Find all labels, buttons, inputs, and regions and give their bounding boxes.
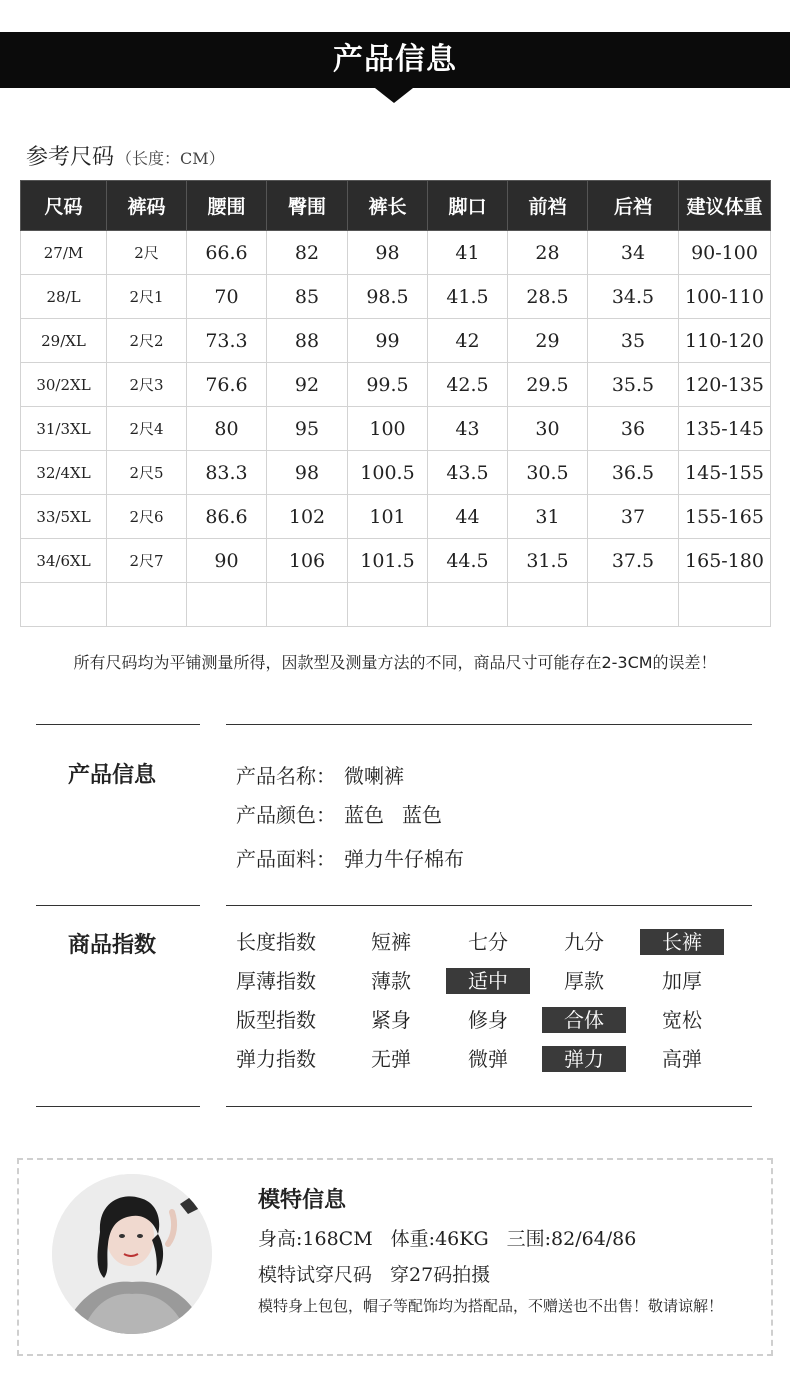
banner-title: 产品信息 bbox=[333, 42, 457, 77]
table-cell: 36.5 bbox=[588, 451, 679, 495]
table-cell: 31.5 bbox=[508, 539, 588, 583]
table-cell: 106 bbox=[267, 539, 348, 583]
index-option: 加厚 bbox=[662, 969, 702, 993]
product-color-value: 蓝色 bbox=[344, 803, 384, 827]
table-cell: 32/4XL bbox=[21, 451, 107, 495]
product-color-key: 产品颜色： bbox=[236, 803, 336, 827]
table-cell: 37 bbox=[588, 495, 679, 539]
index-option: 短裤 bbox=[371, 930, 411, 954]
table-cell: 2尺1 bbox=[107, 275, 187, 319]
table-cell-empty bbox=[267, 583, 348, 627]
index-option: 宽松 bbox=[662, 1008, 702, 1032]
product-fabric-value: 弹力牛仔棉布 bbox=[344, 847, 464, 871]
table-cell: 73.3 bbox=[187, 319, 267, 363]
table-cell: 165-180 bbox=[679, 539, 771, 583]
index-row-label: 弹力指数 bbox=[236, 1047, 316, 1071]
measurement-note: 所有尺码均为平铺测量所得，因款型及测量方法的不同，商品尺寸可能存在2-3CM的误差！ bbox=[73, 653, 717, 672]
index-option-selected: 适中 bbox=[446, 968, 530, 994]
index-option-selected: 长裤 bbox=[640, 929, 724, 955]
table-cell: 2尺 bbox=[107, 231, 187, 275]
divider bbox=[226, 1106, 752, 1107]
table-cell: 2尺5 bbox=[107, 451, 187, 495]
table-row-empty bbox=[21, 583, 771, 627]
table-cell: 34.5 bbox=[588, 275, 679, 319]
table-cell: 101.5 bbox=[348, 539, 428, 583]
size-table bbox=[20, 180, 771, 627]
size-table-header-cell: 后裆 bbox=[588, 181, 679, 231]
model-size-key: 模特试穿尺码 bbox=[258, 1264, 373, 1286]
index-row-label: 版型指数 bbox=[236, 1008, 316, 1032]
index-row bbox=[0, 929, 790, 955]
model-height: 身高:168CM bbox=[258, 1228, 373, 1250]
table-cell: 110-120 bbox=[679, 319, 771, 363]
table-cell: 44.5 bbox=[428, 539, 508, 583]
size-table-header-cell: 裤长 bbox=[348, 181, 428, 231]
divider bbox=[36, 905, 200, 906]
index-option: 九分 bbox=[564, 930, 604, 954]
table-row bbox=[21, 407, 771, 451]
table-cell: 66.6 bbox=[187, 231, 267, 275]
table-cell: 29 bbox=[508, 319, 588, 363]
index-option: 薄款 bbox=[371, 969, 411, 993]
table-row bbox=[21, 363, 771, 407]
table-cell: 85 bbox=[267, 275, 348, 319]
table-cell: 2尺4 bbox=[107, 407, 187, 451]
size-table-header-cell: 脚口 bbox=[428, 181, 508, 231]
model-size-value: 穿27码拍摄 bbox=[390, 1264, 491, 1286]
table-cell: 2尺6 bbox=[107, 495, 187, 539]
index-option-selected: 弹力 bbox=[542, 1046, 626, 1072]
table-cell: 2尺3 bbox=[107, 363, 187, 407]
table-cell-empty bbox=[187, 583, 267, 627]
table-row bbox=[21, 451, 771, 495]
product-color-value-2: 蓝色 bbox=[402, 803, 442, 827]
index-option-selected: 合体 bbox=[542, 1007, 626, 1033]
index-row-label: 厚薄指数 bbox=[236, 969, 316, 993]
table-cell: 100-110 bbox=[679, 275, 771, 319]
table-cell: 31 bbox=[508, 495, 588, 539]
table-cell: 99.5 bbox=[348, 363, 428, 407]
table-row bbox=[21, 495, 771, 539]
table-row bbox=[21, 275, 771, 319]
product-fabric-key: 产品面料： bbox=[236, 847, 336, 871]
table-cell: 102 bbox=[267, 495, 348, 539]
table-cell: 30/2XL bbox=[21, 363, 107, 407]
banner-arrow bbox=[375, 88, 413, 103]
size-table-header-cell: 臀围 bbox=[267, 181, 348, 231]
table-cell-empty bbox=[21, 583, 107, 627]
table-cell: 41.5 bbox=[428, 275, 508, 319]
table-cell: 101 bbox=[348, 495, 428, 539]
table-cell: 44 bbox=[428, 495, 508, 539]
table-row bbox=[21, 231, 771, 275]
table-cell: 30 bbox=[508, 407, 588, 451]
index-option: 修身 bbox=[468, 1008, 508, 1032]
index-option: 无弹 bbox=[371, 1047, 411, 1071]
table-cell: 34 bbox=[588, 231, 679, 275]
divider bbox=[226, 724, 752, 725]
index-option: 微弹 bbox=[468, 1047, 508, 1071]
index-option: 厚款 bbox=[564, 969, 604, 993]
model-info-title: 模特信息 bbox=[258, 1187, 347, 1213]
product-name-value: 微喇裤 bbox=[344, 764, 404, 788]
table-cell-empty bbox=[107, 583, 187, 627]
size-table-header-cell: 建议体重 bbox=[679, 181, 771, 231]
table-cell: 98 bbox=[267, 451, 348, 495]
table-row bbox=[21, 539, 771, 583]
model-measurements: 三围:82/64/86 bbox=[506, 1228, 637, 1250]
size-section-title bbox=[26, 140, 225, 171]
index-row bbox=[0, 968, 790, 994]
table-cell: 100 bbox=[348, 407, 428, 451]
divider bbox=[36, 724, 200, 725]
model-photo-icon bbox=[52, 1174, 212, 1334]
table-cell: 135-145 bbox=[679, 407, 771, 451]
table-cell: 120-135 bbox=[679, 363, 771, 407]
model-weight: 体重:46KG bbox=[390, 1228, 489, 1250]
table-cell: 2尺2 bbox=[107, 319, 187, 363]
table-cell: 76.6 bbox=[187, 363, 267, 407]
size-table-header bbox=[21, 181, 771, 231]
table-cell: 41 bbox=[428, 231, 508, 275]
table-cell: 42.5 bbox=[428, 363, 508, 407]
table-cell: 34/6XL bbox=[21, 539, 107, 583]
table-cell: 33/5XL bbox=[21, 495, 107, 539]
product-info-label: 产品信息 bbox=[68, 762, 157, 788]
table-cell: 2尺7 bbox=[107, 539, 187, 583]
table-cell: 28.5 bbox=[508, 275, 588, 319]
index-row bbox=[0, 1007, 790, 1033]
table-cell: 70 bbox=[187, 275, 267, 319]
size-title-unit: （长度：CM） bbox=[116, 149, 225, 168]
table-cell: 98 bbox=[348, 231, 428, 275]
table-cell: 36 bbox=[588, 407, 679, 451]
table-cell: 80 bbox=[187, 407, 267, 451]
table-cell: 100.5 bbox=[348, 451, 428, 495]
table-cell: 29.5 bbox=[508, 363, 588, 407]
table-cell: 43.5 bbox=[428, 451, 508, 495]
table-cell: 42 bbox=[428, 319, 508, 363]
table-row bbox=[21, 319, 771, 363]
table-cell: 35.5 bbox=[588, 363, 679, 407]
table-cell: 30.5 bbox=[508, 451, 588, 495]
table-cell: 43 bbox=[428, 407, 508, 451]
divider bbox=[226, 905, 752, 906]
table-cell-empty bbox=[588, 583, 679, 627]
table-cell: 83.3 bbox=[187, 451, 267, 495]
table-cell: 98.5 bbox=[348, 275, 428, 319]
table-cell-empty bbox=[428, 583, 508, 627]
model-size-row bbox=[258, 1260, 490, 1287]
index-option: 高弹 bbox=[662, 1047, 702, 1071]
table-cell: 28/L bbox=[21, 275, 107, 319]
table-cell: 90 bbox=[187, 539, 267, 583]
index-info-label: 商品指数 bbox=[68, 932, 157, 958]
size-table-header-cell: 前裆 bbox=[508, 181, 588, 231]
product-name-key: 产品名称： bbox=[236, 764, 336, 788]
product-color-row bbox=[236, 799, 442, 828]
table-cell: 92 bbox=[267, 363, 348, 407]
table-cell: 155-165 bbox=[679, 495, 771, 539]
table-cell-empty bbox=[348, 583, 428, 627]
table-cell-empty bbox=[508, 583, 588, 627]
index-row bbox=[0, 1046, 790, 1072]
model-avatar bbox=[52, 1174, 212, 1334]
product-fabric-row bbox=[236, 843, 464, 872]
model-note: 模特身上包包，帽子等配饰均为搭配品，不赠送也不出售！敬请谅解！ bbox=[258, 1297, 724, 1315]
index-row-label: 长度指数 bbox=[236, 930, 316, 954]
table-cell: 90-100 bbox=[679, 231, 771, 275]
index-option: 紧身 bbox=[371, 1008, 411, 1032]
divider bbox=[36, 1106, 200, 1107]
table-cell: 86.6 bbox=[187, 495, 267, 539]
index-option: 七分 bbox=[468, 930, 508, 954]
table-cell: 145-155 bbox=[679, 451, 771, 495]
table-cell: 99 bbox=[348, 319, 428, 363]
table-cell: 95 bbox=[267, 407, 348, 451]
size-table-header-cell: 尺码 bbox=[21, 181, 107, 231]
table-cell-empty bbox=[679, 583, 771, 627]
table-cell: 27/M bbox=[21, 231, 107, 275]
table-cell: 37.5 bbox=[588, 539, 679, 583]
product-name-row bbox=[236, 760, 404, 789]
table-cell: 35 bbox=[588, 319, 679, 363]
size-title-text: 参考尺码 bbox=[26, 145, 115, 170]
table-cell: 28 bbox=[508, 231, 588, 275]
table-cell: 29/XL bbox=[21, 319, 107, 363]
size-table-header-cell: 腰围 bbox=[187, 181, 267, 231]
table-cell: 31/3XL bbox=[21, 407, 107, 451]
table-cell: 88 bbox=[267, 319, 348, 363]
header-banner bbox=[0, 32, 790, 88]
size-table-header-cell: 裤码 bbox=[107, 181, 187, 231]
table-cell: 82 bbox=[267, 231, 348, 275]
model-stats-row bbox=[258, 1224, 636, 1251]
